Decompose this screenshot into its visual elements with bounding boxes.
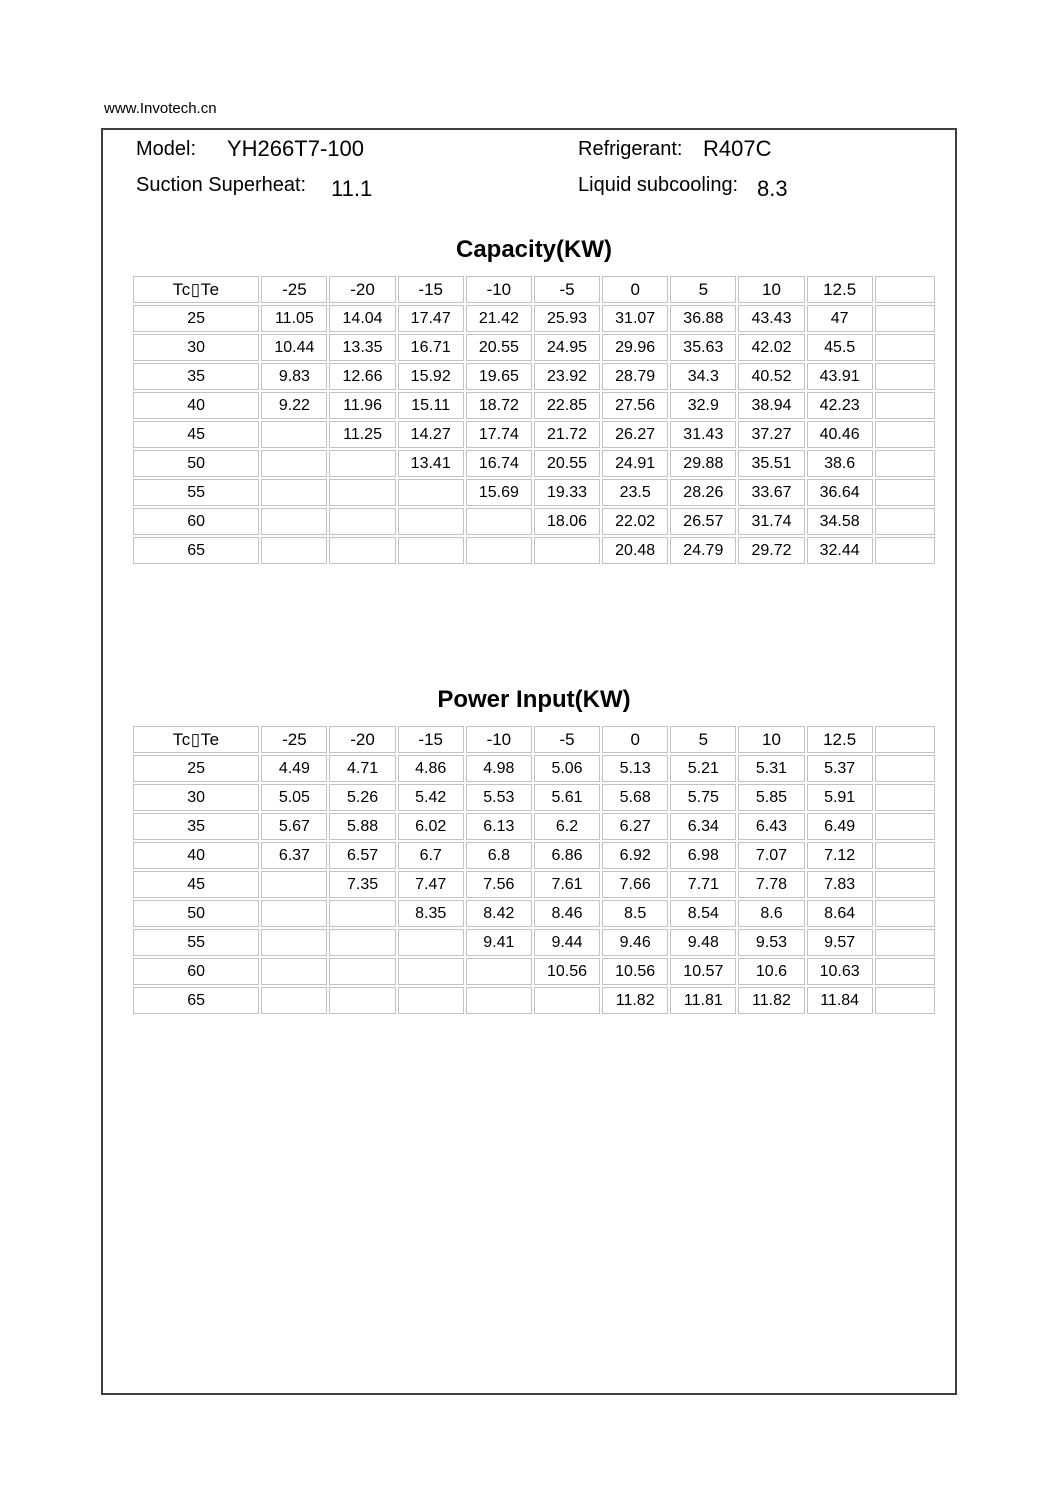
table-cell: 4.98 — [466, 755, 532, 782]
table-cell — [875, 479, 935, 506]
table-cell: 25.93 — [534, 305, 600, 332]
table-row — [133, 363, 935, 390]
row-label-cell: 25 — [133, 755, 259, 782]
model-label: Model: — [136, 138, 197, 160]
table-cell: 10.63 — [807, 958, 873, 985]
table-cell: 6.49 — [807, 813, 873, 840]
refrigerant-label: Refrigerant: — [578, 138, 683, 160]
table-cell: 6.2 — [534, 813, 600, 840]
model-value: YH266T7-100 — [227, 136, 364, 161]
column-header-cell: 0 — [602, 726, 668, 753]
corner-header-cell: Tc▯Te — [133, 726, 259, 753]
column-header-cell: -25 — [261, 726, 327, 753]
liquid-subcooling-label: Liquid subcooling: — [578, 174, 739, 196]
table-cell — [875, 871, 935, 898]
table-header-row — [133, 276, 935, 303]
table-cell: 11.81 — [670, 987, 736, 1014]
table-cell: 9.41 — [466, 929, 532, 956]
table-cell: 16.74 — [466, 450, 532, 477]
table-cell: 4.49 — [261, 755, 327, 782]
row-label-cell: 60 — [133, 508, 259, 535]
table-cell: 40.52 — [738, 363, 804, 390]
capacity-table — [131, 274, 937, 566]
table-cell: 5.05 — [261, 784, 327, 811]
table-cell: 17.74 — [466, 421, 532, 448]
table-cell: 24.95 — [534, 334, 600, 361]
table-cell — [534, 987, 600, 1014]
column-header-cell: 12.5 — [807, 726, 873, 753]
table-cell — [875, 929, 935, 956]
table-cell: 6.27 — [602, 813, 668, 840]
table-cell — [329, 537, 395, 564]
table-cell — [875, 392, 935, 419]
table-cell: 5.91 — [807, 784, 873, 811]
table-cell: 5.61 — [534, 784, 600, 811]
row-label-cell: 35 — [133, 363, 259, 390]
table-cell — [466, 958, 532, 985]
table-cell: 5.68 — [602, 784, 668, 811]
table-cell: 8.46 — [534, 900, 600, 927]
suction-superheat-value: 11.1 — [331, 176, 373, 201]
table-row — [133, 987, 935, 1014]
table-cell: 28.26 — [670, 479, 736, 506]
column-header-cell: 5 — [670, 276, 736, 303]
table-cell — [329, 450, 395, 477]
table-cell: 18.72 — [466, 392, 532, 419]
row-label-cell: 65 — [133, 987, 259, 1014]
table-cell — [875, 537, 935, 564]
table-cell: 28.79 — [602, 363, 668, 390]
row-label-cell: 40 — [133, 842, 259, 869]
table-cell: 6.02 — [398, 813, 464, 840]
table-cell: 27.56 — [602, 392, 668, 419]
table-cell: 24.79 — [670, 537, 736, 564]
table-cell: 5.13 — [602, 755, 668, 782]
table-cell — [329, 929, 395, 956]
column-header-cell: -20 — [329, 276, 395, 303]
table-cell: 5.42 — [398, 784, 464, 811]
table-row — [133, 305, 935, 332]
row-label-cell: 30 — [133, 334, 259, 361]
power-input-table — [131, 724, 937, 1016]
table-cell — [466, 987, 532, 1014]
column-header-cell: 10 — [738, 276, 804, 303]
table-cell: 35.51 — [738, 450, 804, 477]
table-cell — [534, 537, 600, 564]
table-cell: 21.72 — [534, 421, 600, 448]
table-row — [133, 784, 935, 811]
table-cell: 11.82 — [602, 987, 668, 1014]
table-cell: 31.07 — [602, 305, 668, 332]
row-label-cell: 45 — [133, 871, 259, 898]
table-cell: 6.92 — [602, 842, 668, 869]
table-cell — [398, 537, 464, 564]
table-cell: 32.9 — [670, 392, 736, 419]
table-cell: 9.46 — [602, 929, 668, 956]
column-header-cell: -5 — [534, 276, 600, 303]
table-row — [133, 450, 935, 477]
table-cell: 7.78 — [738, 871, 804, 898]
table-cell — [398, 987, 464, 1014]
table-cell: 45.5 — [807, 334, 873, 361]
table-cell: 9.22 — [261, 392, 327, 419]
column-header-cell — [875, 726, 935, 753]
table-cell: 6.8 — [466, 842, 532, 869]
table-cell: 42.02 — [738, 334, 804, 361]
table-cell: 22.85 — [534, 392, 600, 419]
column-header-cell: 5 — [670, 726, 736, 753]
capacity-table-title: Capacity(KW) — [455, 236, 612, 263]
table-cell: 5.21 — [670, 755, 736, 782]
table-cell: 4.71 — [329, 755, 395, 782]
table-cell: 26.27 — [602, 421, 668, 448]
table-cell: 36.88 — [670, 305, 736, 332]
table-cell — [261, 958, 327, 985]
table-row — [133, 537, 935, 564]
table-cell: 14.04 — [329, 305, 395, 332]
table-cell: 7.66 — [602, 871, 668, 898]
table-cell: 34.3 — [670, 363, 736, 390]
table-cell: 38.94 — [738, 392, 804, 419]
row-label-cell: 35 — [133, 813, 259, 840]
table-cell — [875, 755, 935, 782]
table-cell: 8.54 — [670, 900, 736, 927]
table-cell: 43.91 — [807, 363, 873, 390]
table-cell — [329, 479, 395, 506]
table-cell: 6.86 — [534, 842, 600, 869]
table-cell — [261, 987, 327, 1014]
table-cell: 18.06 — [534, 508, 600, 535]
table-cell: 47 — [807, 305, 873, 332]
table-cell: 10.57 — [670, 958, 736, 985]
table-cell — [398, 479, 464, 506]
table-cell: 8.35 — [398, 900, 464, 927]
table-cell: 5.67 — [261, 813, 327, 840]
table-cell — [875, 508, 935, 535]
table-cell — [329, 508, 395, 535]
table-cell: 6.98 — [670, 842, 736, 869]
column-header-cell: -10 — [466, 726, 532, 753]
table-cell: 22.02 — [602, 508, 668, 535]
content-frame — [101, 128, 957, 1395]
table-cell: 7.56 — [466, 871, 532, 898]
table-cell: 12.66 — [329, 363, 395, 390]
row-label-cell: 55 — [133, 929, 259, 956]
website-url: www.Invotech.cn — [104, 100, 217, 117]
table-cell: 9.44 — [534, 929, 600, 956]
table-cell: 21.42 — [466, 305, 532, 332]
table-cell: 6.37 — [261, 842, 327, 869]
table-cell: 7.35 — [329, 871, 395, 898]
column-header-cell: 12.5 — [807, 276, 873, 303]
table-cell: 10.6 — [738, 958, 804, 985]
table-cell — [261, 871, 327, 898]
table-row — [133, 392, 935, 419]
table-cell: 5.85 — [738, 784, 804, 811]
table-cell: 6.7 — [398, 842, 464, 869]
table-cell: 14.27 — [398, 421, 464, 448]
table-cell: 23.5 — [602, 479, 668, 506]
column-header-cell: -15 — [398, 726, 464, 753]
row-label-cell: 60 — [133, 958, 259, 985]
table-cell: 11.82 — [738, 987, 804, 1014]
table-cell: 23.92 — [534, 363, 600, 390]
table-cell: 9.53 — [738, 929, 804, 956]
table-cell: 26.57 — [670, 508, 736, 535]
table-row — [133, 813, 935, 840]
row-label-cell: 65 — [133, 537, 259, 564]
column-header-cell: -15 — [398, 276, 464, 303]
table-cell: 34.58 — [807, 508, 873, 535]
row-label-cell: 40 — [133, 392, 259, 419]
table-cell: 7.83 — [807, 871, 873, 898]
table-cell — [261, 479, 327, 506]
table-cell: 8.5 — [602, 900, 668, 927]
table-cell: 29.72 — [738, 537, 804, 564]
table-cell: 6.34 — [670, 813, 736, 840]
table-cell: 10.56 — [534, 958, 600, 985]
table-cell: 4.86 — [398, 755, 464, 782]
table-row — [133, 508, 935, 535]
table-cell: 8.42 — [466, 900, 532, 927]
refrigerant-value: R407C — [703, 136, 772, 161]
table-cell: 7.61 — [534, 871, 600, 898]
table-cell: 11.84 — [807, 987, 873, 1014]
table-cell: 19.33 — [534, 479, 600, 506]
table-cell: 40.46 — [807, 421, 873, 448]
table-cell: 7.71 — [670, 871, 736, 898]
table-cell: 5.26 — [329, 784, 395, 811]
table-cell — [875, 958, 935, 985]
table-cell — [875, 987, 935, 1014]
column-header-cell: -10 — [466, 276, 532, 303]
table-cell: 42.23 — [807, 392, 873, 419]
table-cell: 16.71 — [398, 334, 464, 361]
table-cell — [329, 958, 395, 985]
table-cell: 6.13 — [466, 813, 532, 840]
table-cell: 11.25 — [329, 421, 395, 448]
table-cell — [398, 508, 464, 535]
table-cell — [875, 450, 935, 477]
table-cell: 15.69 — [466, 479, 532, 506]
table-row — [133, 958, 935, 985]
table-cell — [398, 929, 464, 956]
table-cell: 7.07 — [738, 842, 804, 869]
table-cell: 8.64 — [807, 900, 873, 927]
table-cell — [875, 842, 935, 869]
table-row — [133, 929, 935, 956]
liquid-subcooling-value: 8.3 — [757, 176, 788, 201]
table-cell: 20.55 — [534, 450, 600, 477]
power-input-table-title: Power Input(KW) — [437, 686, 631, 713]
table-cell: 19.65 — [466, 363, 532, 390]
table-cell — [329, 900, 395, 927]
table-cell: 5.88 — [329, 813, 395, 840]
table-cell — [466, 508, 532, 535]
table-cell: 11.05 — [261, 305, 327, 332]
table-cell — [875, 813, 935, 840]
table-cell — [875, 784, 935, 811]
table-cell: 9.48 — [670, 929, 736, 956]
table-cell: 13.41 — [398, 450, 464, 477]
column-header-cell — [875, 276, 935, 303]
table-cell: 36.64 — [807, 479, 873, 506]
row-label-cell: 30 — [133, 784, 259, 811]
table-cell: 29.96 — [602, 334, 668, 361]
table-cell — [329, 987, 395, 1014]
column-header-cell: 10 — [738, 726, 804, 753]
table-cell: 7.47 — [398, 871, 464, 898]
table-cell: 33.67 — [738, 479, 804, 506]
table-cell: 5.31 — [738, 755, 804, 782]
table-cell: 17.47 — [398, 305, 464, 332]
row-label-cell: 25 — [133, 305, 259, 332]
row-label-cell: 50 — [133, 450, 259, 477]
table-cell — [466, 537, 532, 564]
row-label-cell: 55 — [133, 479, 259, 506]
table-cell: 10.56 — [602, 958, 668, 985]
table-cell — [398, 958, 464, 985]
table-cell: 31.43 — [670, 421, 736, 448]
table-cell — [261, 450, 327, 477]
table-cell — [875, 421, 935, 448]
table-cell: 5.37 — [807, 755, 873, 782]
table-cell: 10.44 — [261, 334, 327, 361]
table-row — [133, 900, 935, 927]
table-cell — [875, 363, 935, 390]
table-cell: 13.35 — [329, 334, 395, 361]
table-cell: 8.6 — [738, 900, 804, 927]
table-cell: 29.88 — [670, 450, 736, 477]
table-cell — [261, 537, 327, 564]
table-cell — [875, 305, 935, 332]
table-cell — [261, 508, 327, 535]
table-cell: 20.55 — [466, 334, 532, 361]
table-cell: 15.11 — [398, 392, 464, 419]
row-label-cell: 50 — [133, 900, 259, 927]
row-label-cell: 45 — [133, 421, 259, 448]
table-cell: 32.44 — [807, 537, 873, 564]
table-cell — [875, 334, 935, 361]
table-header-row — [133, 726, 935, 753]
table-row — [133, 842, 935, 869]
table-cell: 15.92 — [398, 363, 464, 390]
table-cell: 31.74 — [738, 508, 804, 535]
table-cell: 6.43 — [738, 813, 804, 840]
table-cell — [261, 421, 327, 448]
table-row — [133, 755, 935, 782]
column-header-cell: -5 — [534, 726, 600, 753]
table-cell — [261, 900, 327, 927]
table-cell — [261, 929, 327, 956]
table-cell: 7.12 — [807, 842, 873, 869]
table-cell: 11.96 — [329, 392, 395, 419]
table-cell: 24.91 — [602, 450, 668, 477]
table-cell: 35.63 — [670, 334, 736, 361]
table-row — [133, 334, 935, 361]
table-cell: 6.57 — [329, 842, 395, 869]
table-cell: 9.83 — [261, 363, 327, 390]
table-cell: 43.43 — [738, 305, 804, 332]
table-row — [133, 421, 935, 448]
table-row — [133, 871, 935, 898]
table-cell — [875, 900, 935, 927]
column-header-cell: -25 — [261, 276, 327, 303]
table-row — [133, 479, 935, 506]
table-cell: 5.53 — [466, 784, 532, 811]
table-cell: 5.75 — [670, 784, 736, 811]
table-cell: 9.57 — [807, 929, 873, 956]
suction-superheat-label: Suction Superheat: — [136, 174, 307, 196]
table-cell: 5.06 — [534, 755, 600, 782]
table-cell: 37.27 — [738, 421, 804, 448]
table-cell: 38.6 — [807, 450, 873, 477]
table-cell: 20.48 — [602, 537, 668, 564]
column-header-cell: 0 — [602, 276, 668, 303]
corner-header-cell: Tc▯Te — [133, 276, 259, 303]
column-header-cell: -20 — [329, 726, 395, 753]
